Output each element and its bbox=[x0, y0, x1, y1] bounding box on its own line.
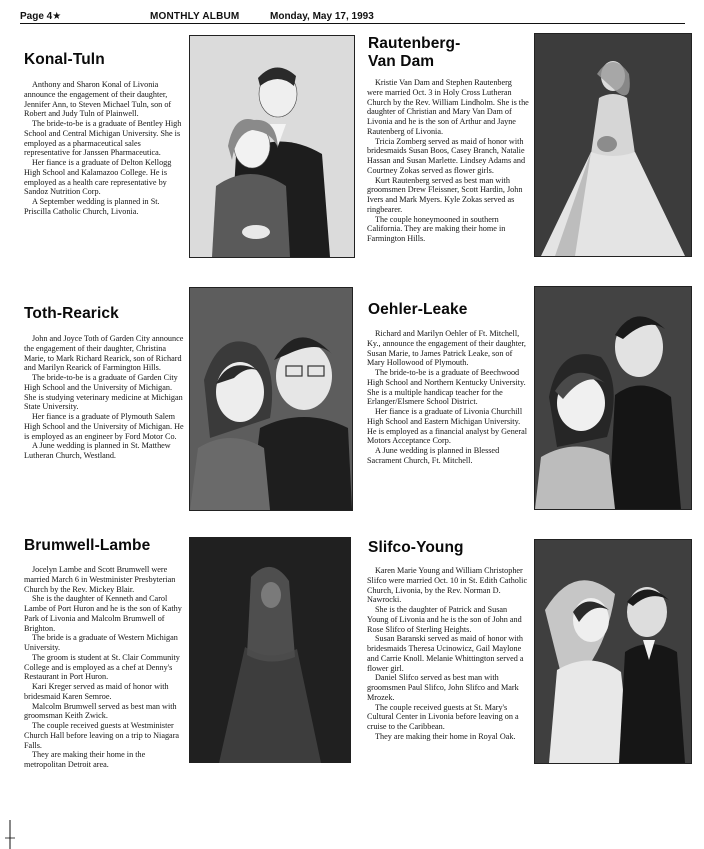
photo-konal-tuln bbox=[189, 35, 355, 258]
paragraph: The couple received guests at St. Mary's Cultural Center in Livonia before leaving on a cruise to the Caribbean. bbox=[367, 702, 519, 731]
paragraph: The bride-to-be is a graduate of Bentley High School and Central Michigan University. She is employed as a pharmaceutical sales representative for Janssen Pharmaceutica. bbox=[24, 119, 182, 158]
header-rule bbox=[20, 23, 685, 24]
paragraph: Kristie Van Dam and Stephen Rautenberg were married Oct. 3 in Holy Cross Lutheran Church by the Rev. William Lindholm. She is the daughter of Christian and Mary Van Dam of Livonia and he is the son of Arthur and Jayne Rautenberg of Livonia. bbox=[367, 78, 529, 136]
paragraph: A June wedding is planned in Blessed Sacrament Church, Ft. Mitchell. bbox=[367, 446, 500, 465]
paragraph: She is the daughter of Kenneth and Carol Lambe of Port Huron and he is the son of Kathy Park of Livonia and Malcolm Brumwell of Brighton. bbox=[24, 594, 182, 633]
paragraph: The bride-to-be is a graduate of Garden City High School and the University of Michigan. She is studying veterinary medicine at Michigan State University. bbox=[24, 373, 183, 412]
article-toth bbox=[24, 334, 184, 461]
headline-toth: Toth-Rearick bbox=[24, 305, 119, 322]
page-header bbox=[20, 8, 684, 24]
paragraph: Kurt Rautenberg served as best man with groomsmen Drew Fleissner, Scott Hardin, John Ivers and Mark Myers. Kyle Zokas served as ringbearer. bbox=[367, 175, 523, 214]
paragraph: Susan Baranski served as maid of honor with bridesmaids Theresa Ucinowicz, Gail Maylone and Carrie Knoll. Melanie Whittington served a flower girl. bbox=[367, 634, 524, 673]
paragraph: Her fiance is a graduate of Livonia Churchill High School and Eastern Michigan University. He is employed as a financial analyst by General Motors Acceptance Corp. bbox=[367, 407, 528, 446]
photo-slifco-young bbox=[534, 539, 692, 764]
couple-portrait-image bbox=[190, 288, 352, 510]
paragraph: Richard and Marilyn Oehler of Ft. Mitchell, Ky., announce the engagement of their daughter, Susan Marie, to James Patrick Leake, son of Mary Hollowood of Plymouth. bbox=[367, 329, 526, 368]
paragraph: A September wedding is planned in St. Priscilla Catholic Church, Livonia. bbox=[24, 197, 160, 216]
article-rautenberg bbox=[367, 78, 529, 244]
headline-brumwell: Brumwell-Lambe bbox=[24, 537, 151, 554]
bride-portrait-image bbox=[535, 34, 691, 256]
couple-portrait-image bbox=[535, 287, 691, 509]
article-oehler bbox=[367, 329, 529, 466]
headline-konal: Konal-Tuln bbox=[24, 51, 105, 68]
paragraph: The couple honeymooned in southern California. They are making their home in Farmington Hills. bbox=[367, 214, 506, 243]
article-brumwell bbox=[24, 565, 184, 770]
page-number: Page 4★ bbox=[20, 11, 62, 22]
article-konal bbox=[24, 80, 184, 217]
headline-slifco: Slifco-Young bbox=[368, 539, 464, 556]
paragraph: They are making their home in the metropolitan Detroit area. bbox=[24, 750, 146, 769]
photo-rautenberg-van-dam bbox=[534, 33, 692, 257]
paragraph: John and Joyce Toth of Garden City announce the engagement of their daughter, Christina Marie, to Mark Richard Rearick, son of Richard and Marilyn Rearick of Farmington Hills. bbox=[24, 334, 184, 373]
couple-portrait-image bbox=[190, 36, 354, 257]
paragraph: The groom is student at St. Clair Community College and is employed as a chef at Denny's Restaurant in Port Huron. bbox=[24, 652, 180, 682]
issue-date: Monday, May 17, 1993 bbox=[270, 11, 374, 22]
photo-oehler-leake bbox=[534, 286, 692, 510]
paragraph: Her fiance is a graduate of Plymouth Salem High School and the University of Michigan. He is employed as an engineer by Ford Motor Co. bbox=[24, 412, 184, 441]
couple-portrait-image bbox=[535, 540, 691, 763]
paragraph: Karen Marie Young and William Christopher Slifco were married Oct. 10 in St. Edith Catholic Church, Livonia, by the Rev. Norman D. Nawrocki. bbox=[367, 566, 528, 605]
paragraph: They are making their home in Royal Oak. bbox=[375, 731, 516, 741]
paragraph: Jocelyn Lambe and Scott Brumwell were married March 6 in Westminister Presbyterian Church by the Rev. Mickey Blair. bbox=[24, 565, 176, 594]
paragraph: Kari Kreger served as maid of honor with bridesmaid Karen Semroe. bbox=[24, 682, 169, 701]
article-slifco bbox=[367, 566, 529, 742]
headline-rautenberg: Rautenberg-Van Dam bbox=[368, 35, 461, 70]
section-title: MONTHLY ALBUM bbox=[150, 11, 240, 22]
dark-couple-image bbox=[189, 537, 351, 763]
paragraph: The couple received guests at Westminister Church Hall before leaving on a trip to Niagara Falls. bbox=[24, 721, 180, 750]
paragraph: Tricia Zomberg served as maid of honor with bridesmaids Susan Boos, Casey Branch, Natalie Hassan and Susan Marlette. Lindsey Adams and Courtney Zokas served as flower girls. bbox=[367, 136, 526, 175]
paragraph: Malcolm Brumwell served as best man with groomsman Keith Zwick. bbox=[24, 701, 177, 721]
paragraph: She is the daughter of Patrick and Susan Young of Livonia and he is the son of John and Rose Slifco of Sterling Heights. bbox=[367, 605, 522, 634]
paragraph: Her fiance is a graduate of Delton Kellogg High School and Kalamazoo College. He is employed as a health care representative by Sandoz Nutrition Corp. bbox=[24, 158, 172, 197]
paragraph: A June wedding is planned in St. Matthew Lutheran Church, Westland. bbox=[24, 441, 171, 460]
crop-mark bbox=[5, 820, 15, 849]
paragraph: The bride is a graduate of Western Michigan University. bbox=[24, 633, 178, 652]
headline-oehler: Oehler-Leake bbox=[368, 301, 468, 318]
photo-toth-rearick bbox=[189, 287, 353, 511]
paragraph: Anthony and Sharon Konal of Livonia announce the engagement of their daughter, Jennifer Ann, to Steven Michael Tuln, son of Robert and Judy Tuln of Plainwell. bbox=[24, 80, 172, 119]
paragraph: The bride-to-be is a graduate of Beechwood High School and Northern Kentucky University. She is a multiple handicap teacher for the Erlanger/Elsmere School District. bbox=[367, 368, 526, 407]
photo-brumwell-lambe bbox=[189, 537, 351, 763]
star-marker: ★ bbox=[52, 11, 62, 22]
paragraph: Daniel Slifco served as best man with groomsmen Paul Slifco, John Slifco and Mark Mrozek. bbox=[367, 673, 519, 702]
